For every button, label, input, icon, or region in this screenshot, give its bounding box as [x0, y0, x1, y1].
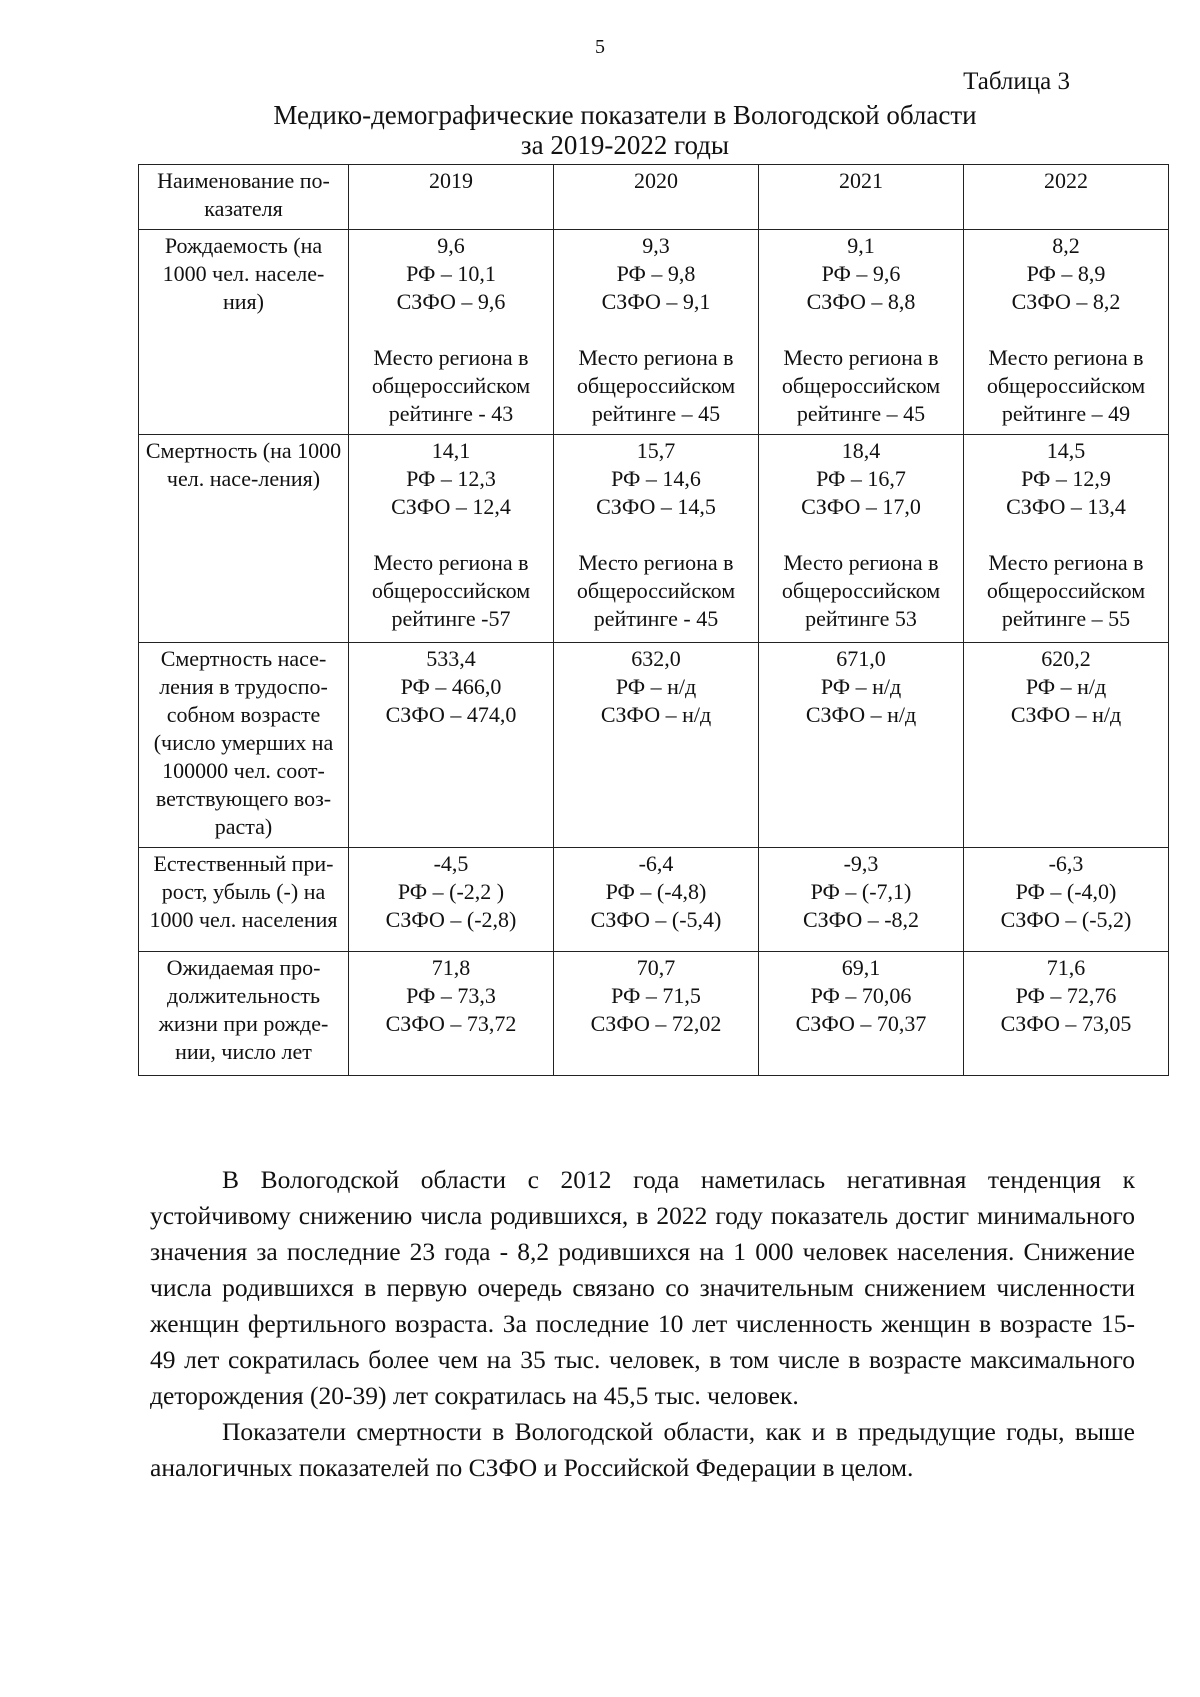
- cell-szfo-value: СЗФО – 8,2: [1011, 289, 1121, 314]
- cell-value: 8,2: [1052, 233, 1080, 258]
- table-cell: [554, 230, 759, 435]
- table-cell: [554, 952, 759, 1076]
- cell-szfo-value: СЗФО – 474,0: [385, 702, 517, 727]
- cell-rank: Место региона в общероссийском рейтинге -57: [371, 550, 531, 631]
- cell-rank: Место региона в общероссийском рейтинге – 45: [576, 345, 736, 426]
- cell-szfo-value: СЗФО – (-5,2): [1000, 907, 1132, 932]
- table-cell: [964, 848, 1169, 952]
- cell-rf-value: РФ – (-4,8): [605, 879, 707, 904]
- header-indicator: Наименование по-казателя: [139, 165, 349, 230]
- cell-rank: Место региона в общероссийском рейтинге – 49: [986, 345, 1146, 426]
- table-cell: [759, 952, 964, 1076]
- table-cell: [349, 848, 554, 952]
- cell-value: 9,6: [437, 233, 465, 258]
- cell-rf-value: РФ – 71,5: [611, 983, 701, 1008]
- cell-szfo-value: СЗФО – 9,1: [601, 289, 711, 314]
- paragraph: В Вологодской области с 2012 года наметилась негативная тенденция к устойчивому снижению числа родившихся, в 2022 году показатель достиг минимального значения за последние 23 года - 8,2 родившихся на 1 000 человек населения. Снижение числа родившихся в первую очередь связано со значительным снижением численности женщин фертильного возраста. За последние 10 лет численность женщин в возрасте 15-49 лет сократилась более чем на 35 тыс. человек, в том числе в возрасте максимального деторождения (20-39) лет сократилась на 45,5 тыс. человек.: [150, 1165, 1135, 1410]
- table-title-line-2: за 2019-2022 годы: [520, 130, 730, 160]
- cell-value: 632,0: [631, 646, 681, 671]
- cell-value: 15,7: [636, 438, 676, 463]
- cell-rf-value: РФ – 10,1: [406, 261, 496, 286]
- table-row: [139, 230, 1169, 435]
- cell-value: -6,4: [638, 851, 674, 876]
- table-cell: [759, 435, 964, 643]
- cell-rank: Место региона в общероссийском рейтинге - 43: [371, 345, 531, 426]
- table-cell: [349, 952, 554, 1076]
- table-row: [139, 435, 1169, 643]
- table-cell: [759, 230, 964, 435]
- cell-rank: Место региона в общероссийском рейтинге - 45: [576, 550, 736, 631]
- page-number: 5: [595, 36, 605, 58]
- cell-szfo-value: СЗФО – 70,37: [795, 1011, 927, 1036]
- row-label: Ожидаемая про-должительность жизни при рожде-нии, число лет: [139, 952, 349, 1076]
- table-caption: Таблица 3: [963, 68, 1070, 95]
- table-header-row: [139, 165, 1169, 230]
- demographic-table: [138, 164, 1169, 1076]
- table-cell: [349, 643, 554, 848]
- cell-rf-value: РФ – 9,8: [616, 261, 696, 286]
- cell-rank: Место региона в общероссийском рейтинге 53: [781, 550, 941, 631]
- cell-szfo-value: СЗФО – (-5,4): [590, 907, 722, 932]
- header-year: 2019: [349, 165, 554, 230]
- cell-szfo-value: СЗФО – н/д: [1010, 702, 1122, 727]
- table-row: [139, 643, 1169, 848]
- cell-value: 18,4: [841, 438, 881, 463]
- table-row: [139, 848, 1169, 952]
- table-cell: [554, 643, 759, 848]
- cell-szfo-value: СЗФО – 73,05: [1000, 1011, 1132, 1036]
- cell-value: 71,8: [431, 955, 471, 980]
- cell-value: -6,3: [1048, 851, 1084, 876]
- cell-szfo-value: СЗФО – 72,02: [590, 1011, 722, 1036]
- cell-rf-value: РФ – н/д: [820, 674, 902, 699]
- cell-szfo-value: СЗФО – -8,2: [802, 907, 920, 932]
- header-year: 2022: [964, 165, 1169, 230]
- row-label: Смертность (на 1000 чел. насе-ления): [139, 435, 349, 643]
- cell-value: 14,5: [1046, 438, 1086, 463]
- table-cell: [964, 230, 1169, 435]
- cell-value: 14,1: [431, 438, 471, 463]
- table-cell: [964, 435, 1169, 643]
- cell-szfo-value: СЗФО – 13,4: [1006, 494, 1126, 519]
- header-year: 2020: [554, 165, 759, 230]
- cell-rank: Место региона в общероссийском рейтинге – 55: [986, 550, 1146, 631]
- table-cell: [554, 848, 759, 952]
- cell-szfo-value: СЗФО – н/д: [600, 702, 712, 727]
- table-cell: [554, 435, 759, 643]
- cell-value: 533,4: [426, 646, 476, 671]
- cell-szfo-value: СЗФО – 8,8: [806, 289, 916, 314]
- row-label: Естественный при-рост, убыль (-) на 1000 чел. населения: [139, 848, 349, 952]
- cell-rf-value: РФ – 12,9: [1021, 466, 1111, 491]
- cell-value: -9,3: [843, 851, 879, 876]
- cell-rf-value: РФ – 73,3: [406, 983, 496, 1008]
- cell-value: 71,6: [1046, 955, 1086, 980]
- cell-rf-value: РФ – н/д: [1025, 674, 1107, 699]
- cell-value: 70,7: [636, 955, 676, 980]
- cell-szfo-value: СЗФО – 12,4: [391, 494, 511, 519]
- cell-rf-value: РФ – 16,7: [816, 466, 906, 491]
- table-title: [0, 100, 1200, 160]
- cell-szfo-value: СЗФО – 17,0: [801, 494, 921, 519]
- cell-szfo-value: СЗФО – 9,6: [396, 289, 506, 314]
- cell-value: 69,1: [841, 955, 881, 980]
- cell-rf-value: РФ – 70,06: [810, 983, 912, 1008]
- cell-szfo-value: СЗФО – 14,5: [596, 494, 716, 519]
- cell-szfo-value: СЗФО – (-2,8): [385, 907, 517, 932]
- table-cell: [964, 952, 1169, 1076]
- cell-szfo-value: СЗФО – н/д: [805, 702, 917, 727]
- header-year: 2021: [759, 165, 964, 230]
- cell-rf-value: РФ – 14,6: [611, 466, 701, 491]
- table-title-line-1: Медико-демографические показатели в Вологодской области: [273, 100, 977, 130]
- cell-rf-value: РФ – 72,76: [1015, 983, 1117, 1008]
- cell-value: 9,1: [847, 233, 875, 258]
- row-label: Смертность насе-ления в трудоспо-собном возрасте (число умерших на 100000 чел. соот-ветствующего воз-раста): [139, 643, 349, 848]
- cell-value: 671,0: [836, 646, 886, 671]
- cell-rf-value: РФ – (-4,0): [1015, 879, 1117, 904]
- table-cell: [759, 643, 964, 848]
- cell-rf-value: РФ – 9,6: [821, 261, 901, 286]
- cell-rank: Место региона в общероссийском рейтинге – 45: [781, 345, 941, 426]
- table-cell: [349, 435, 554, 643]
- body-text: [150, 1162, 1135, 1486]
- paragraph: Показатели смертности в Вологодской области, как и в предыдущие годы, выше аналогичных показателей по СЗФО и Российской Федерации в целом.: [150, 1417, 1135, 1482]
- cell-rf-value: РФ – 12,3: [406, 466, 496, 491]
- cell-rf-value: РФ – (-7,1): [810, 879, 912, 904]
- table-cell: [964, 643, 1169, 848]
- cell-rf-value: РФ – (-2,2 ): [397, 879, 505, 904]
- cell-rf-value: РФ – 8,9: [1026, 261, 1106, 286]
- table-cell: [759, 848, 964, 952]
- cell-value: -4,5: [433, 851, 469, 876]
- cell-szfo-value: СЗФО – 73,72: [385, 1011, 517, 1036]
- table-row: [139, 952, 1169, 1076]
- cell-rf-value: РФ – н/д: [615, 674, 697, 699]
- cell-value: 9,3: [642, 233, 670, 258]
- table-cell: [349, 230, 554, 435]
- cell-value: 620,2: [1041, 646, 1091, 671]
- row-label: Рождаемость (на 1000 чел. населе-ния): [139, 230, 349, 435]
- cell-rf-value: РФ – 466,0: [400, 674, 502, 699]
